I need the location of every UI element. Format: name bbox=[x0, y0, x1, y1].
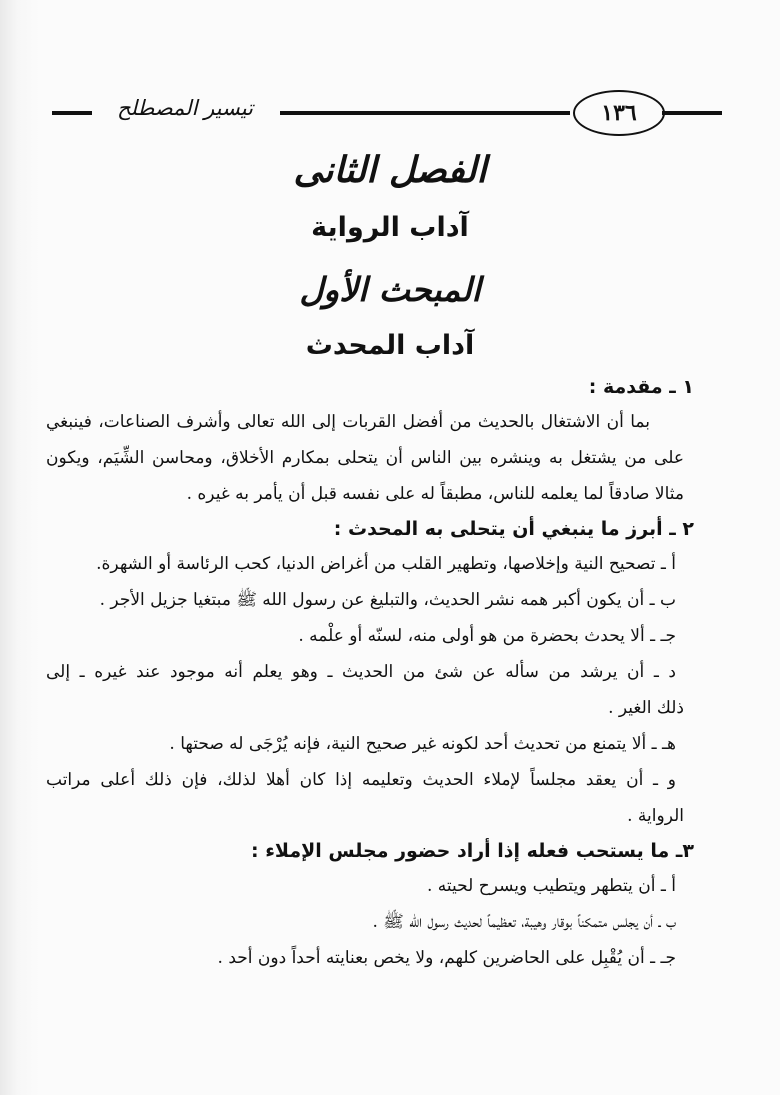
list-item-continuation: الرواية . bbox=[627, 806, 684, 826]
header-rule-middle bbox=[280, 111, 570, 115]
list-item: أ ـ تصحيح النية وإخلاصها، وتطهير القلب من أغراض الدنيا، كحب الرئاسة أو الشهرة. bbox=[96, 554, 676, 574]
list-item: ب ـ أن يكون أكبر همه نشر الحديث، والتبليغ عن رسول الله ﷺ مبتغيا جزيل الأجر . bbox=[99, 590, 676, 610]
section-title: المبحث الأول bbox=[299, 270, 481, 309]
section-heading-qualities: ٢ ـ أبرز ما ينبغي أن يتحلى به المحدث : bbox=[333, 518, 694, 540]
list-item: د ـ أن يرشد من سأله عن شئ من الحديث ـ وهو يعلم أنه موجود عند غيره ـ إلى bbox=[46, 662, 676, 682]
list-item: و ـ أن يعقد مجلساً لإملاء الحديث وتعليمه إذا كان أهلا لذلك، فإن ذلك أعلى مراتب bbox=[46, 770, 676, 790]
section-heading-dictation: ٣ـ ما يستحب فعله إذا أراد حضور مجلس الإملاء : bbox=[251, 840, 694, 862]
list-item: جـ ـ أن يُقْبِل على الحاضرين كلهم، ولا يخص بعنايته أحداً دون أحد . bbox=[217, 948, 676, 968]
paragraph-line: على من يشتغل به وينشره بين الناس أن يتحلى بمكارم الأخلاق، ومحاسن الشِّيَم، ويكون bbox=[46, 448, 684, 468]
header-rule-left bbox=[52, 111, 92, 115]
list-item-continuation: ذلك الغير . bbox=[608, 698, 684, 718]
list-item: ب ـ أن يجلس متمكناً بوقار وهيبة، تعظيماً لحديث رسول الله ﷺ . bbox=[372, 912, 676, 932]
page-body bbox=[46, 370, 694, 976]
list-item: هـ ـ ألا يتمنع من تحديث أحد لكونه غير صحيح النية، فإنه يُرْجَى له صحتها . bbox=[169, 734, 676, 754]
chapter-title: الفصل الثانى bbox=[293, 150, 487, 191]
chapter-subtitle: آداب الرواية bbox=[311, 212, 469, 243]
book-title: تيسير المصطلح bbox=[117, 96, 253, 120]
section-heading-introduction: ١ ـ مقدمة : bbox=[588, 376, 694, 398]
paragraph-line: بما أن الاشتغال بالحديث من أفضل القربات إلى الله تعالى وأشرف الصناعات، فينبغي bbox=[46, 412, 650, 432]
list-item: أ ـ أن يتطهر ويتطيب ويسرح لحيته . bbox=[427, 876, 676, 896]
running-header bbox=[52, 88, 732, 138]
paragraph-line: مثالا صادقاً لما يعلمه للناس، مطبقاً له على نفسه قبل أن يأمر به غيره . bbox=[186, 484, 684, 504]
list-item: جـ ـ ألا يحدث بحضرة من هو أولى منه، لسنّه أو علْمه . bbox=[298, 626, 676, 646]
section-subtitle: آداب المحدث bbox=[305, 330, 475, 361]
page-number: ١٣٦ bbox=[573, 90, 665, 136]
header-rule-right bbox=[662, 111, 722, 115]
